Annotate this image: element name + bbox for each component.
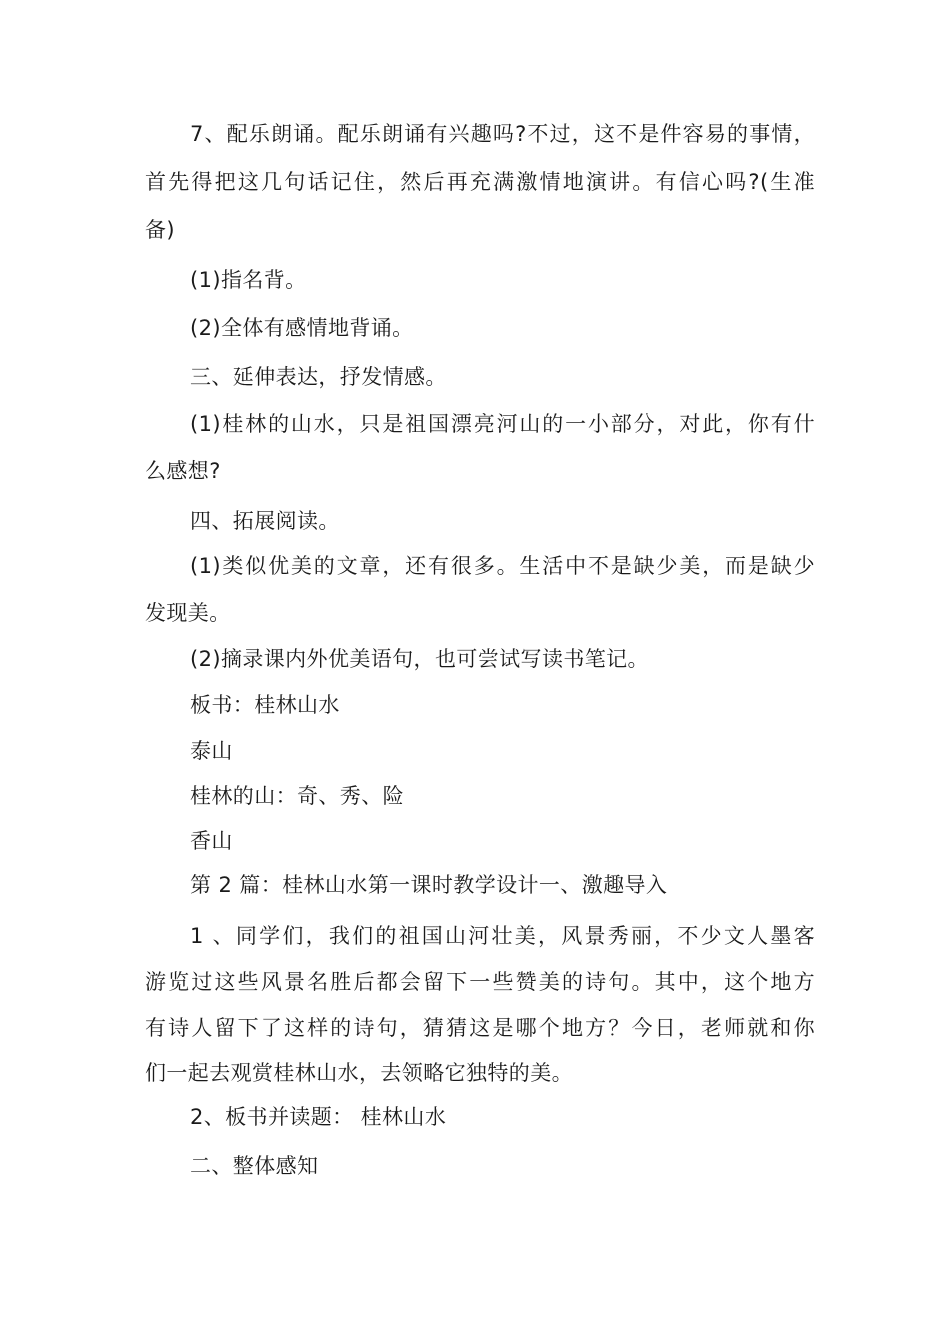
paragraph-line: (1)类似优美的文章，还有很多。生活中不是缺少美，而是缺少 — [190, 554, 815, 578]
paragraph-line: 1 、同学们，我们的祖国山河壮美，风景秀丽，不少文人墨客 — [190, 924, 815, 948]
paragraph-line: 么感想? — [145, 459, 221, 483]
paragraph-line: (2)全体有感情地背诵。 — [190, 316, 414, 340]
section-heading: 三、延伸表达，抒发情感。 — [190, 365, 447, 389]
paragraph-line: (1)指名背。 — [190, 268, 307, 292]
paragraph-line: 7、配乐朗诵。配乐朗诵有兴趣吗?不过，这不是件容易的事情， — [190, 122, 815, 146]
board-line: 桂林的山：奇、秀、险 — [190, 784, 404, 808]
paragraph-line: 发现美。 — [145, 601, 231, 625]
paragraph-line: (2)摘录课内外优美语句，也可尝试写读书笔记。 — [190, 647, 649, 671]
board-line: 香山 — [190, 829, 233, 853]
paragraph-line: (1)桂林的山水，只是祖国漂亮河山的一小部分，对此，你有什 — [190, 412, 815, 436]
paragraph-line: 们一起去观赏桂林山水，去领略它独特的美。 — [145, 1061, 573, 1085]
article-heading: 第 2 篇：桂林山水第一课时教学设计一、激趣导入 — [190, 873, 668, 897]
section-heading: 四、拓展阅读。 — [190, 509, 340, 533]
board-line: 泰山 — [190, 739, 233, 763]
paragraph-line: 备) — [145, 218, 175, 242]
paragraph-line: 首先得把这几句话记住，然后再充满激情地演讲。有信心吗?(生准 — [145, 170, 815, 194]
board-title: 板书：桂林山水 — [190, 693, 340, 717]
section-heading: 二、整体感知 — [190, 1154, 319, 1178]
paragraph-line: 游览过这些风景名胜后都会留下一些赞美的诗句。其中，这个地方 — [145, 970, 815, 994]
paragraph-line: 2、板书并读题： 桂林山水 — [190, 1105, 447, 1129]
paragraph-line: 有诗人留下了这样的诗句，猜猜这是哪个地方？今日，老师就和你 — [145, 1016, 815, 1040]
